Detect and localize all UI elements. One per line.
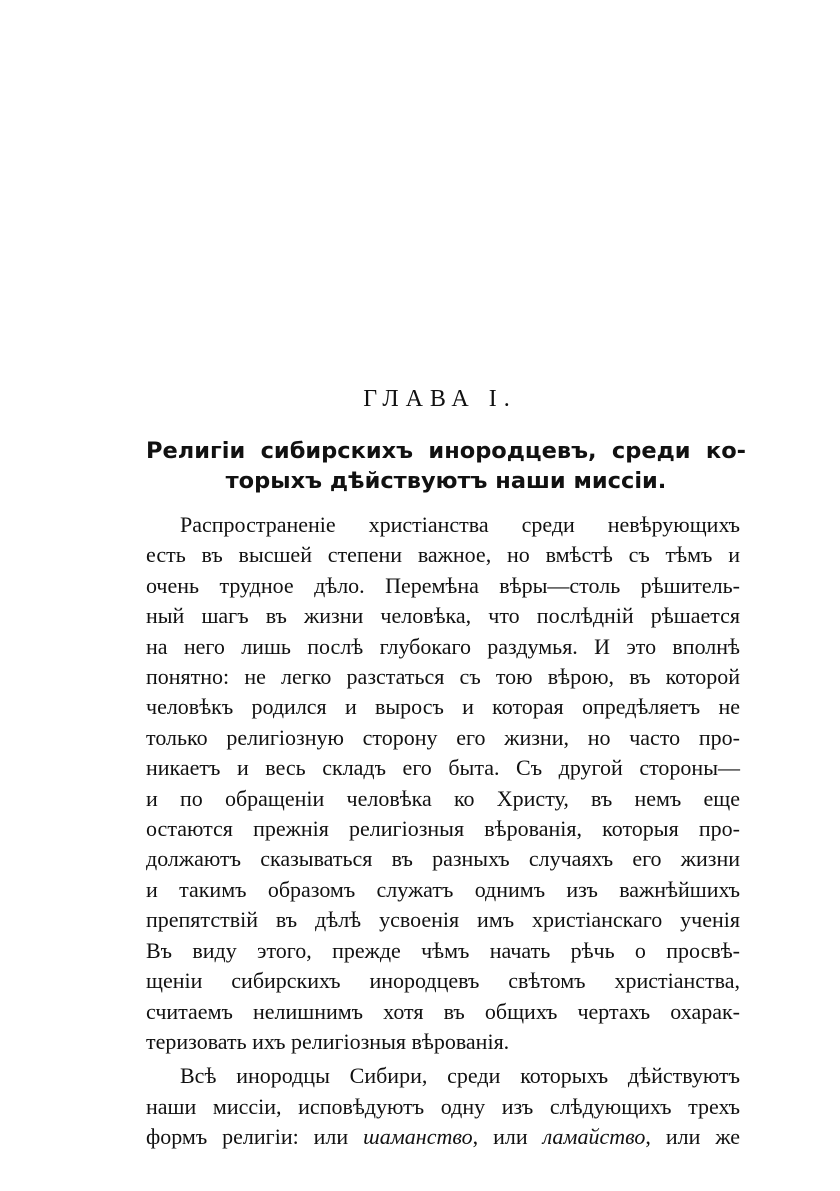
text-line: человѣкъ родился и выросъ и которая опредѣляетъ не (146, 694, 740, 720)
italic-term: ламайство (542, 1124, 646, 1150)
italic-term: шаманство (363, 1124, 473, 1150)
body-text (146, 510, 740, 1153)
paragraph (146, 510, 740, 1057)
text-line: остаются прежнія религіозныя вѣрованія, которыя про- (146, 816, 740, 842)
text-line: понятно: не легко разстаться съ тою вѣрою, въ которой (146, 664, 740, 690)
chapter-title-line: Религіи сибирскихъ инородцевъ, среди ко- (146, 438, 746, 464)
text-line: на него лишь послѣ глубокаго раздумья. И это вполнѣ (146, 633, 740, 659)
text-line (146, 1122, 740, 1152)
text-line: препятствій въ дѣлѣ усвоенія имъ христіанскаго ученія (146, 907, 740, 933)
text-line: только религіозную сторону его жизни, но часто про- (146, 724, 740, 750)
text-line: щеніи сибирскихъ инородцевъ свѣтомъ христіанства, (146, 968, 740, 994)
chapter-title (146, 436, 746, 496)
text-line: и такимъ образомъ служатъ однимъ изъ важнѣйшихъ (146, 876, 740, 902)
text-line: никаетъ и весь складъ его быта. Съ другой стороны— (146, 755, 740, 781)
text-line: ный шагъ въ жизни человѣка, что послѣдній рѣшается (146, 603, 740, 629)
text-line: Въ виду этого, прежде чѣмъ начать рѣчь о просвѣ- (146, 937, 740, 963)
text-line: Распространеніе христіанства среди невѣрующихъ (180, 512, 740, 537)
chapter-heading: ГЛАВА I. (363, 386, 517, 412)
text-line: теризовать ихъ религіозныя вѣрованія. (146, 1028, 510, 1054)
text-segment: , или (472, 1124, 543, 1150)
text-line: Всѣ инородцы Сибири, среди которыхъ дѣйствуютъ (180, 1063, 740, 1089)
text-segment: формъ религіи: или (146, 1124, 364, 1150)
paragraph (146, 1061, 740, 1152)
text-line: очень трудное дѣло. Перемѣна вѣры—столь рѣшитель- (146, 572, 740, 598)
text-segment: , или же (645, 1124, 740, 1150)
text-line: есть въ высшей степени важное, но вмѣстѣ съ тѣмъ и (146, 542, 740, 568)
text-line: считаемъ нелишнимъ хотя въ общихъ чертахъ охарак- (146, 998, 740, 1024)
chapter-title-line: торыхъ дѣйствуютъ наши миссіи. (225, 468, 667, 494)
text-line: должаютъ сказываться въ разныхъ случаяхъ его жизни (146, 846, 740, 872)
text-line: наши миссіи, исповѣдуютъ одну изъ слѣдующихъ трехъ (146, 1093, 740, 1119)
text-line: и по обращеніи человѣка ко Христу, въ немъ еще (146, 785, 740, 811)
